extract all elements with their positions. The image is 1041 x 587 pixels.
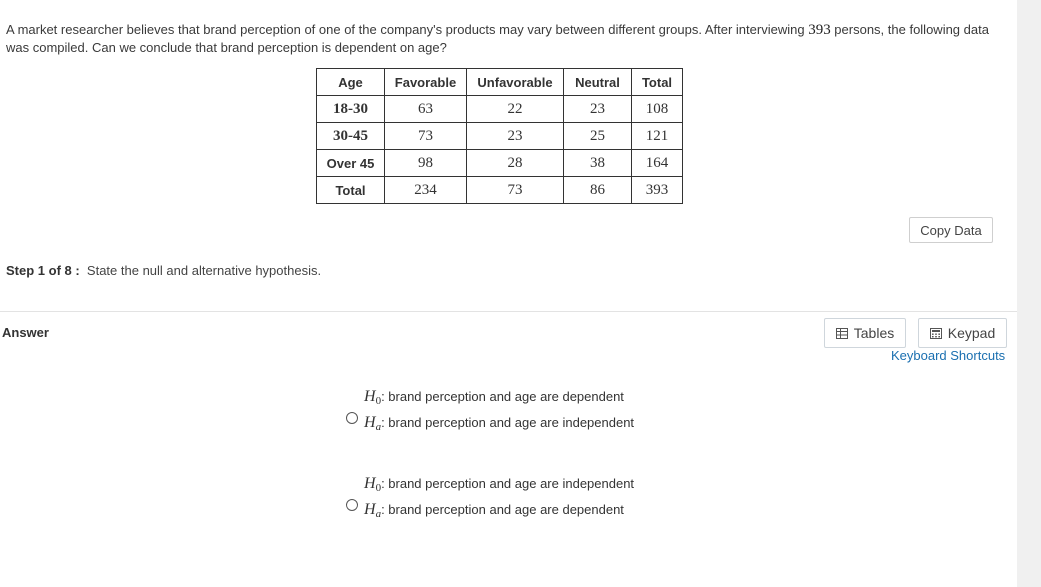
copy-data-button[interactable]: Copy Data (909, 217, 993, 243)
table-row (317, 123, 683, 150)
header-favorable: Favorable (385, 69, 467, 96)
step-label: Step 1 of 8 : (6, 263, 80, 278)
table-row (317, 177, 683, 204)
table-cell: 73 (385, 123, 467, 150)
radio-button[interactable] (346, 499, 358, 511)
table-row (317, 96, 683, 123)
table-cell: 38 (564, 150, 632, 177)
table-cell: 164 (632, 150, 683, 177)
question-part2: persons, the following data was compiled. Can we conclude that brand perception is dependent on age? (6, 22, 989, 55)
table-cell: 108 (632, 96, 683, 123)
header-neutral: Neutral (564, 69, 632, 96)
radio-button[interactable] (346, 412, 358, 424)
question-text (6, 21, 1006, 56)
row-label: 18-30 (317, 96, 385, 123)
header-age: Age (317, 69, 385, 96)
answer-label: Answer (2, 325, 49, 340)
question-count: 393 (808, 22, 831, 38)
table-cell: 86 (564, 177, 632, 204)
step-instruction (6, 263, 321, 278)
table-cell: 98 (385, 150, 467, 177)
table-row (317, 150, 683, 177)
row-label: Total (317, 177, 385, 204)
scrollbar-track[interactable] (1017, 0, 1041, 587)
null-hypothesis (364, 388, 624, 407)
header-total: Total (632, 69, 683, 96)
table-cell: 73 (467, 177, 564, 204)
keypad-icon (930, 328, 942, 339)
table-cell: 23 (467, 123, 564, 150)
row-label: Over 45 (317, 150, 385, 177)
table-cell: 28 (467, 150, 564, 177)
keypad-label: Keypad (947, 325, 996, 341)
h0-subscript: 0 (375, 395, 382, 407)
h0-text: : brand perception and age are independent (381, 476, 635, 491)
ha-text: : brand perception and age are dependent (381, 502, 624, 517)
table-cell: 234 (385, 177, 467, 204)
h0-symbol: H (364, 388, 376, 405)
h0-symbol: H (364, 475, 376, 492)
ha-subscript: a (375, 508, 382, 520)
header-unfavorable: Unfavorable (467, 69, 564, 96)
ha-text: : brand perception and age are independent (381, 415, 635, 430)
tables-button[interactable] (824, 318, 906, 348)
table-cell: 63 (385, 96, 467, 123)
table-cell: 23 (564, 96, 632, 123)
null-hypothesis (364, 475, 634, 494)
ha-subscript: a (375, 421, 382, 433)
alternative-hypothesis (364, 501, 624, 520)
tables-label: Tables (853, 325, 895, 341)
divider (0, 311, 1017, 312)
ha-symbol: H (364, 414, 376, 431)
data-table (316, 68, 683, 204)
table-cell: 25 (564, 123, 632, 150)
table-header-row (317, 69, 683, 96)
alternative-hypothesis (364, 414, 634, 433)
ha-symbol: H (364, 501, 376, 518)
keyboard-shortcuts-link[interactable]: Keyboard Shortcuts (891, 348, 1006, 363)
question-part1: A market researcher believes that brand perception of one of the company's products may vary between different groups. After interviewing (6, 22, 809, 37)
keypad-button[interactable] (918, 318, 1007, 348)
table-icon (836, 328, 848, 339)
table-cell: 22 (467, 96, 564, 123)
table-cell: 121 (632, 123, 683, 150)
row-label: 30-45 (317, 123, 385, 150)
h0-subscript: 0 (375, 482, 382, 494)
h0-text: : brand perception and age are dependent (381, 389, 624, 404)
table-cell: 393 (632, 177, 683, 204)
step-text: State the null and alternative hypothesis. (86, 263, 322, 278)
